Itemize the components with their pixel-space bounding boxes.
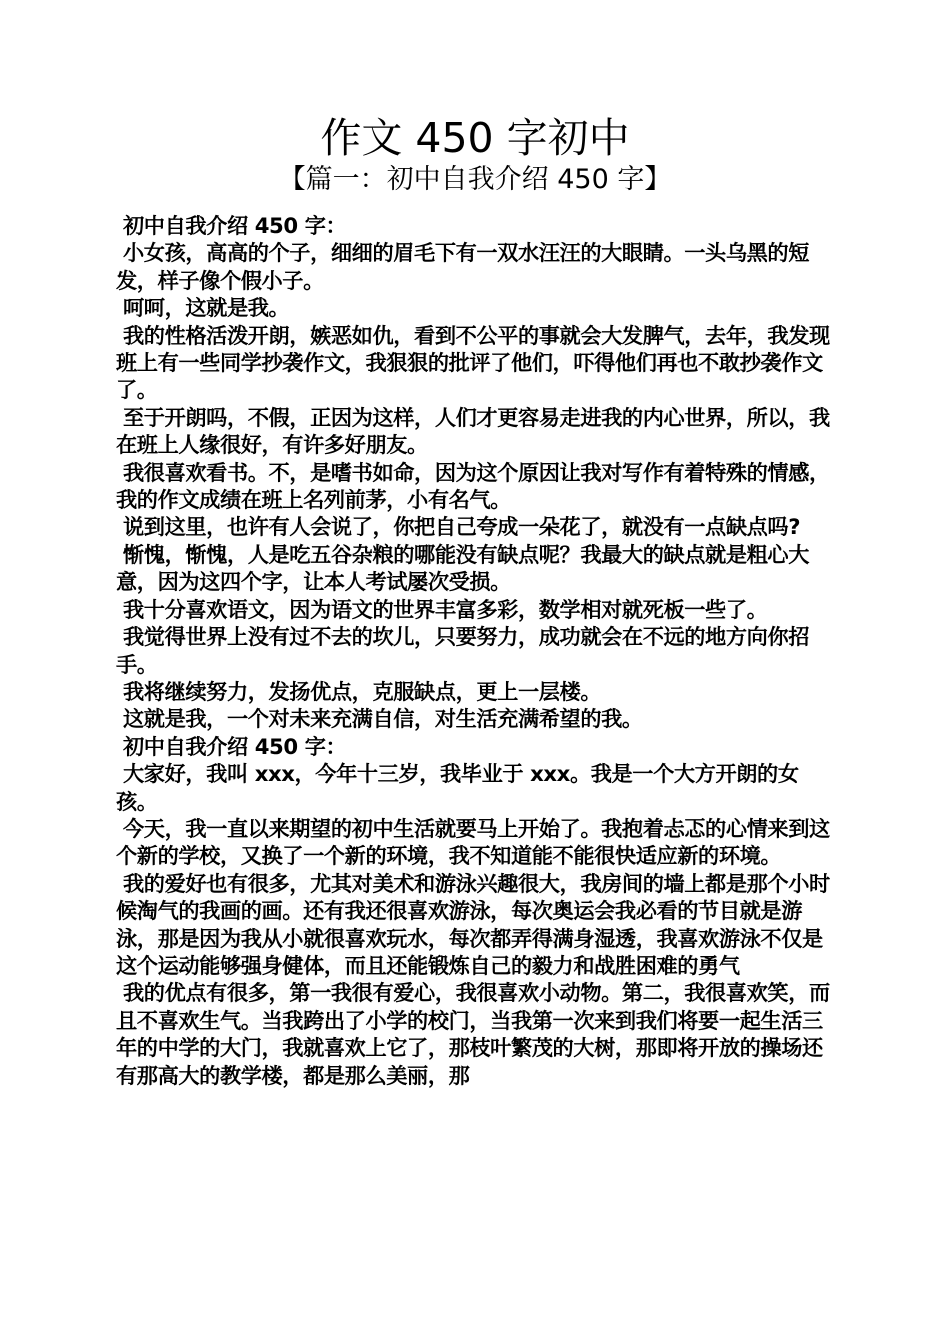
document-subtitle: 【篇一：初中自我介绍 450 字】 <box>278 164 672 195</box>
paragraph: 我的优点有很多，第一我很有爱心，我很喜欢小动物。第二，我很喜欢笑，而且不喜欢生气。当我跨出了小学的校门，当我第一次来到我们将要一起生活三年的中学的大门，我就喜欢上它了，那枝叶繁茂的大树，那即将开放的操场还有那高大的教学楼，都是那么美丽，那 <box>116 980 830 1088</box>
paragraph: 至于开朗吗，不假，正因为这样，人们才更容易走进我的内心世界，所以，我在班上人缘很好，有许多好朋友。 <box>116 404 830 458</box>
paragraph: 我十分喜欢语文，因为语文的世界丰富多彩，数学相对就死板一些了。 <box>123 596 768 622</box>
paragraph: 我很喜欢看书。不，是嗜书如命，因为这个原因让我对写作有着特殊的情感，我的作文成绩在班上名列前茅，小有名气。 <box>116 459 830 513</box>
paragraph: 我的性格活泼开朗，嫉恶如仇，看到不公平的事就会大发脾气，去年，我发现班上有一些同学抄袭作文，我狠狠的批评了他们，吓得他们再也不敢抄袭作文了。 <box>116 322 830 403</box>
paragraph: 这就是我，一个对未来充满自信，对生活充满希望的我。 <box>123 706 643 732</box>
section-heading: 初中自我介绍 450 字： <box>123 733 347 759</box>
paragraph: 说到这里，也许有人会说了，你把自己夸成一朵花了，就没有一点缺点吗? <box>123 514 801 540</box>
document-title: 作文 450 字初中 <box>320 114 630 162</box>
document-body <box>116 212 836 1089</box>
paragraph: 小女孩，高高的个子，细细的眉毛下有一双水汪汪的大眼睛。一头乌黑的短发，样子像个假小子。 <box>116 240 809 293</box>
paragraph: 大家好，我叫 xxx，今年十三岁，我毕业于 xxx。我是一个大方开朗的女孩。 <box>116 761 799 814</box>
paragraph: 今天，我一直以来期望的初中生活就要马上开始了。我抱着忐忑的心情来到这个新的学校，又换了一个新的环境，我不知道能不能很快适应新的环境。 <box>116 815 830 869</box>
paragraph: 我觉得世界上没有过不去的坎儿，只要努力，成功就会在不远的地方向你招手。 <box>116 624 809 677</box>
section-heading: 初中自我介绍 450 字： <box>123 213 347 238</box>
paragraph: 我将继续努力，发扬优点，克服缺点，更上一层楼。 <box>123 678 602 704</box>
paragraph: 我的爱好也有很多，尤其对美术和游泳兴趣很大，我房间的墙上都是那个小时候淘气的我画的画。还有我还很喜欢游泳，每次奥运会我必看的节目就是游泳，那是因为我从小就很喜欢玩水，每次都弄得满身湿透，我喜欢游泳不仅是这个运动能够强身健体，而且还能锻炼自己的毅力和战胜困难的勇气 <box>116 870 830 978</box>
paragraph: 惭愧，惭愧，人是吃五谷杂粮的哪能没有缺点呢？我最大的缺点就是粗心大意，因为这四个字，让本人考试屡次受损。 <box>116 541 809 595</box>
paragraph: 呵呵，这就是我。 <box>123 295 290 321</box>
